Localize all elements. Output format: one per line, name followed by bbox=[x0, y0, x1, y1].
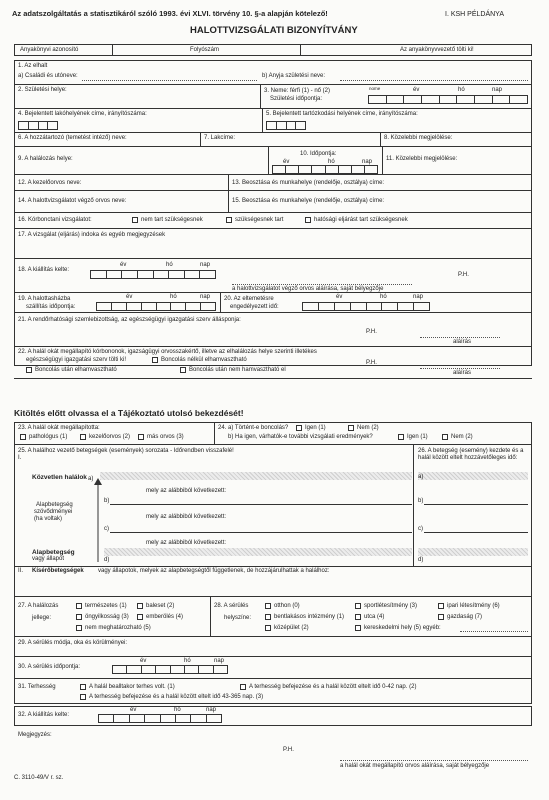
s23-opt3: más orvos (3) bbox=[147, 434, 184, 440]
s17-label: 17. A vizsgálat (eljárás) indoka és egyéb megjegyzések bbox=[18, 232, 166, 238]
s32-frame bbox=[14, 706, 532, 726]
s18-label: 18. A kiállítás kelte: bbox=[18, 267, 70, 273]
s25-kiseri-rest: vagy állapotok, melyek az alapbetegségtől függetlenek, de hozzájárulhattak a halálhoz: bbox=[98, 568, 330, 574]
s20-ev: év bbox=[336, 294, 343, 300]
s23-label: 23. A halál okát megállapította: bbox=[18, 425, 100, 431]
s16-authority-checkbox[interactable] bbox=[305, 217, 311, 223]
s31-opt2: A terhesség befejezése és a halál között eltelt idő 0-42 nap. (2) bbox=[249, 684, 417, 690]
s28-label2: helyszíne: bbox=[224, 615, 252, 621]
s22-signature-field[interactable] bbox=[420, 368, 500, 369]
s1-title: 1. Az elhalt bbox=[18, 63, 48, 69]
s25-d-left: d) bbox=[104, 557, 110, 563]
lower-form-frame bbox=[14, 422, 532, 704]
s18-date-boxes[interactable] bbox=[90, 270, 216, 279]
s25-b-left: b) bbox=[104, 498, 110, 504]
s18-nap: nap bbox=[200, 262, 211, 268]
s26-label: 26. A betegség (esemény) kezdete és a halál között eltelt hozzávetőleges idő: bbox=[418, 448, 524, 461]
anyakonyvi-label: Anyakönyvi azonosító bbox=[20, 47, 79, 53]
nome-label: nome bbox=[369, 86, 381, 91]
s19-label2: szállítás időpontja: bbox=[26, 304, 76, 310]
folyoszam-label: Folyószám bbox=[190, 47, 220, 53]
s27-label1: 27. A halálozás bbox=[18, 603, 59, 609]
s27-undetermined-checkbox[interactable] bbox=[76, 625, 82, 631]
s16-opt2: szükségesnek tart bbox=[235, 217, 284, 223]
s16-opt1: nem tart szükségesnek bbox=[141, 217, 203, 223]
s18-ph: P.H. bbox=[458, 272, 469, 278]
legal-notice: Az adatszolgáltatás a statisztikáról szóló 1993. évi XLVI. törvény 10. §-a alapján kötelező! bbox=[12, 9, 328, 18]
s31-opt1-checkbox[interactable] bbox=[80, 684, 86, 690]
s25-kiseri: Kísérőbetegségek bbox=[32, 568, 84, 574]
s24b-no-checkbox[interactable] bbox=[442, 434, 448, 440]
s24b-no: Nem (2) bbox=[451, 434, 473, 440]
s26-c: c) bbox=[418, 526, 423, 532]
s24b-yes-checkbox[interactable] bbox=[398, 434, 404, 440]
s3-birthdate-label: Születési időpontja: bbox=[270, 96, 323, 102]
s28-opt0: otthon (0) bbox=[274, 603, 300, 609]
s31-opt3: A terhesség befejezése és a halál között eltelt idő 43-365 nap. (3) bbox=[89, 694, 264, 700]
s1-name-label: a) Családi és utóneve: bbox=[18, 73, 78, 79]
s28-opt5: gazdaság (7) bbox=[447, 614, 483, 620]
s23-opt2: kezelőorvos (2) bbox=[89, 434, 131, 440]
s14-label: 14. A halottvizsgálatot végző orvos neve: bbox=[18, 198, 127, 204]
footer-signature-field[interactable] bbox=[340, 760, 528, 761]
s23-physician-checkbox[interactable] bbox=[80, 434, 86, 440]
s22-opt3-checkbox[interactable] bbox=[180, 367, 186, 373]
s28-home-checkbox[interactable] bbox=[265, 603, 271, 609]
s11-label: 11. Közelebbi megjelölése: bbox=[386, 156, 458, 162]
s22-opt1-checkbox[interactable] bbox=[152, 357, 158, 363]
s31-opt1: A halál bealltakor terhes volt. (1) bbox=[89, 684, 175, 690]
s16-opt3: hatósági eljárást tart szükségesnek bbox=[314, 217, 408, 223]
s22-opt2-checkbox[interactable] bbox=[26, 367, 32, 373]
s32-ho: hó bbox=[174, 707, 181, 713]
s18-ev: év bbox=[120, 262, 127, 268]
s24a-yes: Igen (1) bbox=[305, 425, 326, 431]
s22-opt2: Boncolás után elhamvasztható bbox=[35, 367, 117, 373]
s27-accident-checkbox[interactable] bbox=[137, 603, 143, 609]
s30-date-boxes[interactable] bbox=[112, 665, 228, 674]
s28-sport-checkbox[interactable] bbox=[355, 603, 361, 609]
s24-a-label: 24. a) Történt-e boncolás? bbox=[218, 425, 289, 431]
s10-ev: év bbox=[283, 159, 290, 165]
s22-ph: P.H. bbox=[366, 360, 377, 366]
s28-street-checkbox[interactable] bbox=[355, 614, 361, 620]
s25-mely1: mely az alábbiból következett: bbox=[146, 488, 227, 494]
s19-label1: 19. A halottasházba bbox=[18, 296, 71, 302]
s4-zip-boxes[interactable] bbox=[18, 121, 58, 130]
s2-label: 2. Születési helye: bbox=[18, 87, 67, 93]
s30-label: 30. A sérülés időpontja: bbox=[18, 664, 81, 670]
notice-heading: Kitöltés előtt olvassa el a Tájékoztató utolsó bekezdését! bbox=[14, 408, 244, 418]
s22-alairas: aláírás bbox=[453, 370, 472, 376]
s8-label: 8. Közelebbi megjelölése: bbox=[384, 135, 453, 141]
s25-roman2: II. bbox=[18, 568, 24, 574]
s27-label2: jellege: bbox=[32, 615, 52, 621]
s6-label: 6. A hozzátartozó (temetést intéző) neve: bbox=[18, 135, 127, 141]
s26-c-field[interactable] bbox=[424, 532, 528, 533]
s26-d: d) bbox=[418, 557, 424, 563]
s26-b-field[interactable] bbox=[424, 504, 528, 505]
s19-date-boxes[interactable] bbox=[96, 302, 216, 311]
s19-ev: év bbox=[126, 294, 133, 300]
s26-a-shaded-field[interactable] bbox=[418, 472, 528, 480]
s32-label: 32. A kiállítás kelte: bbox=[18, 712, 70, 718]
s28-opt1: sportlétesítmény (3) bbox=[364, 603, 418, 609]
s23-other-checkbox[interactable] bbox=[138, 434, 144, 440]
s32-ev: év bbox=[130, 707, 137, 713]
s10-nap: nap bbox=[362, 159, 373, 165]
s30-ev: év bbox=[140, 658, 147, 664]
s28-label1: 28. A sérülés bbox=[214, 603, 249, 609]
s19-nap: nap bbox=[200, 294, 211, 300]
s24b-yes: Igen (1) bbox=[407, 434, 428, 440]
s22-opt1: Boncolás nélkül elhamvasztható bbox=[161, 357, 247, 363]
s16-no-autopsy-checkbox[interactable] bbox=[132, 217, 138, 223]
s25-a-left: a) bbox=[88, 476, 94, 482]
s30-nap: nap bbox=[214, 658, 225, 664]
s28-institution-checkbox[interactable] bbox=[265, 614, 271, 620]
s1-ho: hó bbox=[458, 87, 465, 93]
s21-alairas: aláírás bbox=[453, 339, 472, 345]
s27-homicide-checkbox[interactable] bbox=[137, 614, 143, 620]
s28-other-field[interactable] bbox=[460, 631, 528, 632]
footer-signature-caption: a halál okát megállapító orvos aláírása, saját bélyegzője bbox=[340, 763, 490, 769]
s20-nap: nap bbox=[413, 294, 424, 300]
s9-label: 9. A halálozás helye: bbox=[18, 156, 73, 162]
s21-label: 21. A rendőrhatósági szemlebizottság, az egészségügyi igazgatási szerv állásponja: bbox=[18, 317, 241, 323]
s25-c-left: c) bbox=[104, 526, 109, 532]
s4-label: 4. Bejelentett lakóhelyének címe, irányítószáma: bbox=[18, 111, 147, 117]
s5-zip-boxes[interactable] bbox=[266, 121, 306, 130]
s16-label: 16. Kórbonctani vizsgálatot: bbox=[18, 217, 92, 223]
s10-label: 10. Időpontja: bbox=[300, 151, 337, 157]
s24a-no-checkbox[interactable] bbox=[348, 425, 354, 431]
birth-date-boxes[interactable] bbox=[368, 95, 528, 104]
arrow-up-icon bbox=[93, 478, 103, 564]
mother-name-field[interactable] bbox=[340, 80, 528, 81]
s23-opt1: pathológus (1) bbox=[29, 434, 68, 440]
s24a-yes-checkbox[interactable] bbox=[296, 425, 302, 431]
s15-label: 15. Beosztása és munkahelye (rendelője, osztálya) címe: bbox=[232, 198, 385, 204]
s25-a-shaded-field[interactable] bbox=[100, 472, 412, 480]
s27-opt4: nem meghatározható (5) bbox=[85, 625, 151, 631]
s3-sex-label: 3. Neme: férfi (1) - nő (2) bbox=[264, 88, 331, 94]
s25-d-shaded-field[interactable] bbox=[104, 548, 412, 556]
s23-pathologist-checkbox[interactable] bbox=[20, 434, 26, 440]
s12-label: 12. A kezelőorvos neve: bbox=[18, 180, 82, 186]
s26-d-shaded-field[interactable] bbox=[418, 548, 528, 556]
s18-ho: hó bbox=[166, 262, 173, 268]
s28-public-building-checkbox[interactable] bbox=[265, 625, 271, 631]
s25-label: 25. A halálhoz vezető betegségek (események) sorozata - Időrendben visszafelé! bbox=[18, 448, 234, 454]
s32-nap: nap bbox=[206, 707, 217, 713]
s20-date-boxes[interactable] bbox=[302, 302, 430, 311]
s5-label: 5. Bejelentett tartózkodási helyének címe, irányítószáma: bbox=[266, 111, 418, 117]
s30-ho: hó bbox=[184, 658, 191, 664]
s25-c-field[interactable] bbox=[110, 532, 412, 533]
s22-opt3: Boncolás után nem hamvasztható el bbox=[189, 367, 286, 373]
s27-natural-checkbox[interactable] bbox=[76, 603, 82, 609]
s28-farm-checkbox[interactable] bbox=[438, 614, 444, 620]
s27-opt2: öngyilkosság (3) bbox=[85, 614, 129, 620]
s27-opt0: természetes (1) bbox=[85, 603, 127, 609]
name-field[interactable] bbox=[82, 80, 257, 81]
s20-label2: engedélyezett idő: bbox=[230, 304, 279, 310]
s24-b-label: b) Ha igen, várhatók-e további vizsgálati eredmények? bbox=[228, 434, 373, 440]
s25-alapb2: vagy állapot bbox=[32, 556, 65, 562]
s25-roman1: I. bbox=[18, 455, 22, 461]
death-date-boxes[interactable] bbox=[272, 165, 378, 174]
s19-ho: hó bbox=[170, 294, 177, 300]
s28-commercial-checkbox[interactable] bbox=[355, 625, 361, 631]
s31-opt3-checkbox[interactable] bbox=[80, 694, 86, 700]
s25-alap3: (ha voltak) bbox=[34, 516, 63, 522]
s16-autopsy-checkbox[interactable] bbox=[226, 217, 232, 223]
s13-label: 13. Beosztása és munkahelye (rendelője, osztálya) címe: bbox=[232, 180, 385, 186]
s10-ho: hó bbox=[328, 159, 335, 165]
s31-label: 31. Terhesség bbox=[18, 684, 56, 690]
megjegyzes-label: Megjegyzés: bbox=[18, 732, 52, 738]
s22-label2: egészségügyi igazgatási szerv tölti ki! bbox=[26, 357, 127, 363]
s24a-no: Nem (2) bbox=[357, 425, 379, 431]
s18-signature-caption: a halottvizsgálatot végző orvos aláírása, saját bélyegzője bbox=[232, 286, 384, 292]
s25-alapb1: Alapbetegség bbox=[32, 549, 75, 556]
s22-label: 22. A halál okát megállapító kórbononok, igazságügyi orvosszakértő, illetve az elhalálozás helye szerinti illetékes bbox=[18, 349, 317, 355]
s27-opt1: baleset (2) bbox=[146, 603, 175, 609]
form-title: HALOTTVIZSGÁLATI BIZONYÍTVÁNY bbox=[190, 25, 358, 36]
s28-opt3: bentlakásos intézmény (1) bbox=[274, 614, 345, 620]
s20-label1: 20. Az eltemetésre bbox=[224, 296, 274, 302]
s25-kozvetlen: Közvetlen halálok bbox=[32, 474, 87, 481]
s28-opt2: ipari létesítmény (6) bbox=[447, 603, 500, 609]
s27-suicide-checkbox[interactable] bbox=[76, 614, 82, 620]
s28-industrial-checkbox[interactable] bbox=[438, 603, 444, 609]
s31-opt2-checkbox[interactable] bbox=[240, 684, 246, 690]
s25-mely3: mely az alábbiból következett: bbox=[146, 540, 227, 546]
s1-nap: nap bbox=[492, 87, 503, 93]
s32-date-boxes[interactable] bbox=[98, 714, 222, 723]
s18-signature-field[interactable] bbox=[232, 284, 412, 285]
s28-opt4: utca (4) bbox=[364, 614, 385, 620]
s29-label: 29. A sérülés módja, oka és körülményei: bbox=[18, 640, 128, 646]
s7-label: 7. Lakcíme: bbox=[204, 135, 236, 141]
form-code: C. 3110-49/V r. sz. bbox=[14, 775, 64, 781]
s1-mother-label: b) Anyja születési neve: bbox=[262, 73, 326, 79]
s27-opt3: emberölés (4) bbox=[146, 614, 184, 620]
s1-ev: év bbox=[413, 87, 420, 93]
s28-opt7: kereskedelmi hely (5) egyéb: bbox=[364, 625, 441, 631]
copy-label: I. KSH PÉLDÁNYA bbox=[445, 11, 505, 18]
s25-alap2: szövődményei bbox=[34, 509, 73, 515]
s21-signature-field[interactable] bbox=[420, 337, 500, 338]
s25-alap1: Alapbetegség bbox=[36, 502, 73, 508]
s25-b-field[interactable] bbox=[110, 504, 412, 505]
s21-ph: P.H. bbox=[366, 329, 377, 335]
s20-ho: hó bbox=[380, 294, 387, 300]
s26-b: b) bbox=[418, 498, 424, 504]
footer-ph: P.H. bbox=[283, 747, 294, 753]
s28-opt6: középület (2) bbox=[274, 625, 309, 631]
anyakonyvvezeto-label: Az anyakönyvvezető tölti ki! bbox=[400, 47, 474, 53]
s25-mely2: mely az alábbiból következett: bbox=[146, 514, 227, 520]
s26-a: a) bbox=[418, 474, 424, 480]
